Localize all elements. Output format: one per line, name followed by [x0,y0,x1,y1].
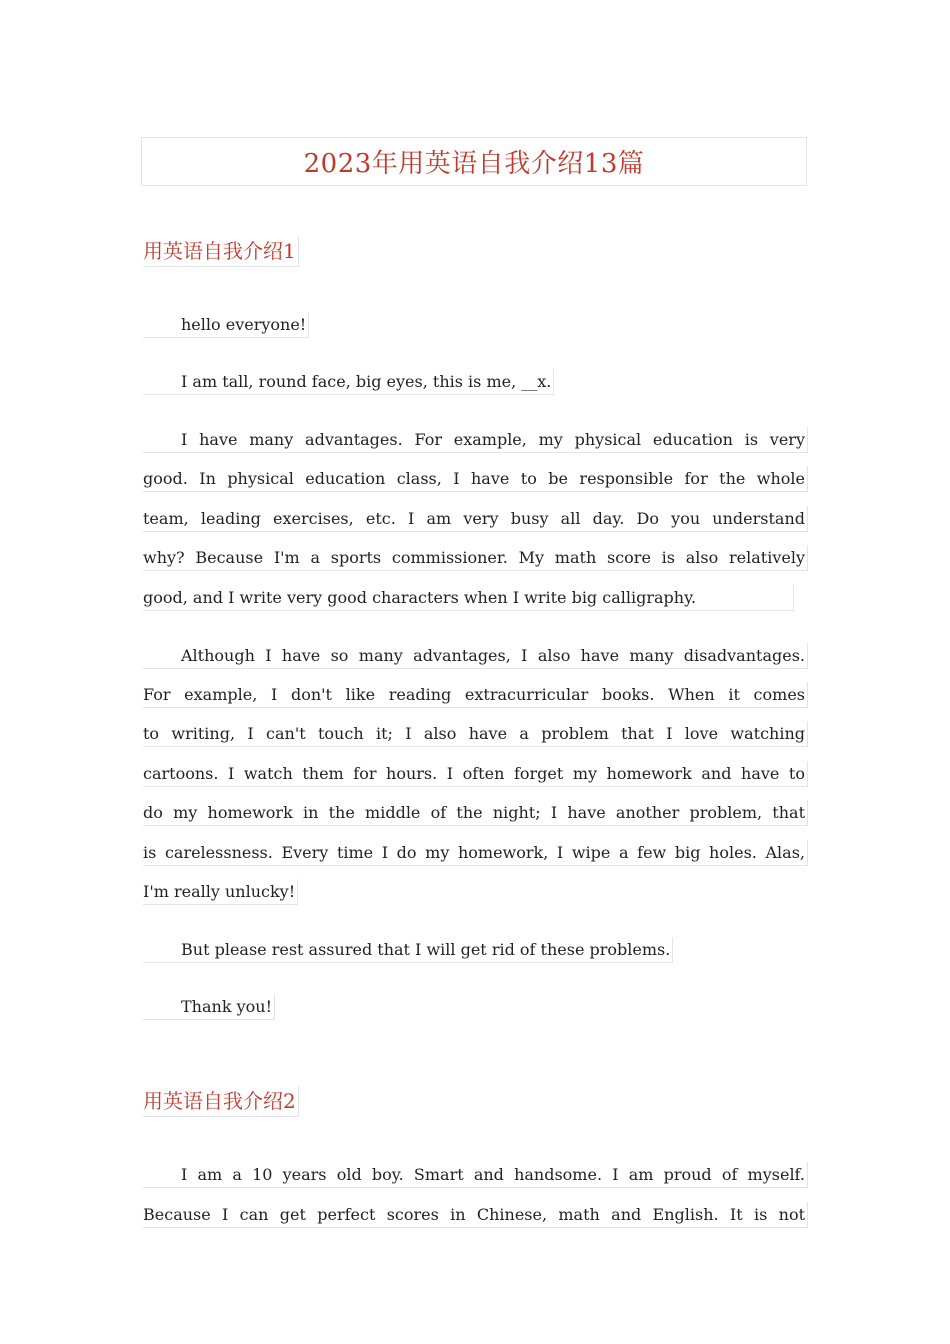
paragraph-line: I am a 10 years old boy. Smart and handsome. I am proud of myself. [143,1162,808,1188]
paragraph-line: good. In physical education class, I have to be responsible for the whole [143,466,808,492]
paragraph-line: team, leading exercises, etc. I am very busy all day. Do you understand [143,506,808,532]
paragraph-line: I'm really unlucky! [143,879,298,905]
paragraph-line: why? Because I'm a sports commissioner. My math score is also relatively [143,545,808,571]
section-heading-2: 用英语自我介绍2 [143,1086,299,1117]
document-title: 2023年用英语自我介绍13篇 [141,137,807,186]
paragraph-line: But please rest assured that I will get rid of these problems. [143,937,673,963]
paragraph-line: hello everyone! [143,312,309,338]
paragraph-line: to writing, I can't touch it; I also have a problem that I love watching [143,721,808,747]
paragraph-line: do my homework in the middle of the night; I have another problem, that [143,800,808,826]
paragraph-line: is carelessness. Every time I do my homework, I wipe a few big holes. Alas, [143,840,808,866]
paragraph-line: cartoons. I watch them for hours. I often forget my homework and have to [143,761,808,787]
paragraph-line: I have many advantages. For example, my physical education is very [143,427,808,453]
section-heading-1: 用英语自我介绍1 [143,236,299,267]
paragraph-line: Thank you! [143,994,275,1020]
paragraph-line: For example, I don't like reading extracurricular books. When it comes [143,682,808,708]
paragraph-line: good, and I write very good characters when I write big calligraphy. [143,585,794,611]
paragraph-line: Although I have so many advantages, I also have many disadvantages. [143,643,808,669]
paragraph-line: I am tall, round face, big eyes, this is me, __x. [143,369,554,395]
paragraph-line: Because I can get perfect scores in Chinese, math and English. It is not [143,1202,808,1228]
